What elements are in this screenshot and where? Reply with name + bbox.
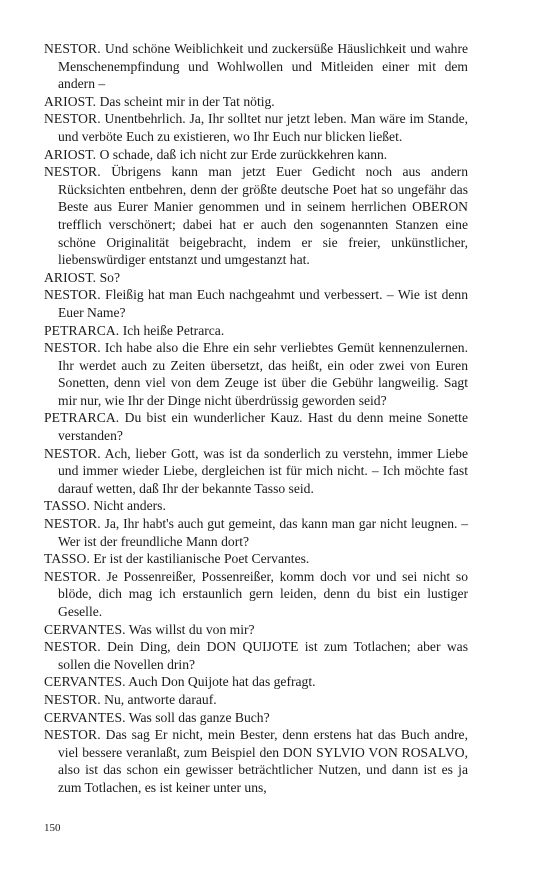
line-text: Übrigens kann man jetzt Euer Gedicht noch aus andern Rücksichten entbehren, denn der größte deutsche Poet hat so ungefähr das Beste aus Eurer Manier genommen und in seinem herrlichen OBERON trefflich verschönert; dabei hat er auch den sogenannten Stanzen eine schöne Originalität beigebracht, indem er sie freier, unkünstlicher, liebenswürdiger entstanzt und umgestanzt hat. <box>58 164 468 268</box>
dialogue-text <box>44 40 468 797</box>
line-text: Das scheint mir in der Tat nötig. <box>99 93 275 109</box>
speaker-name: NESTOR. <box>44 568 101 584</box>
line-text: Er ist der kastilianische Poet Cervantes. <box>93 551 310 567</box>
line-text: Je Possenreißer, Possenreißer, komm doch vor und sei nicht so blöde, dich mag ich erstaunlich gern leiden, denn du bist ein lustiger Geselle. <box>58 568 468 619</box>
speaker-name: NESTOR. <box>44 639 101 655</box>
line-text: Was willst du von mir? <box>128 621 255 637</box>
dialogue-line <box>44 322 468 340</box>
line-text: Ich heiße Petrarca. <box>122 322 225 338</box>
dialogue-line <box>44 269 468 287</box>
line-text: Auch Don Quijote hat das gefragt. <box>128 674 316 690</box>
line-text: Was soll das ganze Buch? <box>128 709 270 725</box>
dialogue-line <box>44 691 468 709</box>
line-text: Ich habe also die Ehre ein sehr verliebtes Gemüt kennenzulernen. Ihr werdet auch zu Zeiten übersetzt, das heißt, ein oder zwei von Euren Sonetten, denn viel von dem Zeuge ist über die Gebühr langweilig. Sagt mir nur, wie Ihr der Dinge nicht überdrüssig geworden seid? <box>58 340 468 408</box>
line-text: Nicht anders. <box>93 498 166 514</box>
speaker-name: NESTOR. <box>44 516 101 532</box>
dialogue-line <box>44 621 468 639</box>
line-text: Ja, Ihr habt's auch gut gemeint, das kann man gar nicht leugnen. – Wer ist der freundliche Mann dort? <box>58 516 468 549</box>
speaker-name: PETRARCA. <box>44 322 120 338</box>
speaker-name: NESTOR. <box>44 111 101 127</box>
speaker-name: PETRARCA. <box>44 410 120 426</box>
dialogue-line <box>44 709 468 727</box>
dialogue-line <box>44 93 468 111</box>
dialogue-line <box>44 110 468 145</box>
dialogue-line <box>44 163 468 269</box>
line-text: Unentbehrlich. Ja, Ihr solltet nur jetzt leben. Man wäre im Stande, und verböte Euch zu existieren, wo Ihr Euch nur blicken ließet. <box>58 111 468 144</box>
speaker-name: NESTOR. <box>44 340 101 356</box>
speaker-name: CERVANTES. <box>44 709 126 725</box>
speaker-name: CERVANTES. <box>44 621 126 637</box>
dialogue-line <box>44 40 468 93</box>
speaker-name: CERVANTES. <box>44 674 126 690</box>
line-text: Dein Ding, dein DON QUIJOTE ist zum Totlachen; aber was sollen die Novellen drin? <box>58 639 468 672</box>
line-text: Du bist ein wunderlicher Kauz. Hast du denn meine Sonette verstanden? <box>58 410 468 444</box>
dialogue-line <box>44 409 468 444</box>
speaker-name: ARIOST. <box>44 269 97 285</box>
speaker-name: ARIOST. <box>44 146 97 162</box>
dialogue-line <box>44 568 468 621</box>
speaker-name: TASSO. <box>44 498 90 514</box>
dialogue-line <box>44 515 468 550</box>
dialogue-line <box>44 638 468 673</box>
speaker-name: TASSO. <box>44 551 90 567</box>
dialogue-line <box>44 339 468 409</box>
dialogue-line <box>44 497 468 515</box>
line-text: O schade, daß ich nicht zur Erde zurückkehren kann. <box>99 146 388 162</box>
page-number: 150 <box>44 822 61 834</box>
speaker-name: ARIOST. <box>44 93 97 109</box>
line-text: Und schöne Weiblichkeit und zuckersüße Häuslichkeit und wahre Menschenempfindung und Wohlwollen und Mitleiden einer mit dem andern – <box>58 41 469 92</box>
speaker-name: NESTOR. <box>44 287 101 303</box>
speaker-name: NESTOR. <box>44 41 101 56</box>
dialogue-line <box>44 673 468 691</box>
line-text: Nu, antworte darauf. <box>104 691 217 707</box>
line-text: Fleißig hat man Euch nachgeahmt und verbessert. – Wie ist denn Euer Name? <box>58 287 468 320</box>
dialogue-line <box>44 726 468 796</box>
dialogue-line <box>44 146 468 164</box>
speaker-name: NESTOR. <box>44 691 101 707</box>
dialogue-line <box>44 286 468 321</box>
line-text: So? <box>99 269 120 285</box>
line-text: Das sag Er nicht, mein Bester, denn erstens hat das Buch andre, viel bessere veranlaßt, zum Beispiel den DON SYLVIO VON ROSALVO, also ist das schon ein gewisser beträchtlicher Nutzen, und dann ist es ja zum Totlachen, es ist keiner unter uns, <box>58 727 468 795</box>
speaker-name: NESTOR. <box>44 164 101 180</box>
speaker-name: NESTOR. <box>44 727 101 743</box>
line-text: Ach, lieber Gott, was ist da sonderlich zu verstehn, immer Liebe und immer wieder Liebe, dergleichen ist für mich nicht. – Ich möchte fast darauf wetten, daß Ihr der bekannte Tasso seid. <box>58 445 468 496</box>
dialogue-line <box>44 550 468 568</box>
dialogue-line <box>44 445 468 498</box>
speaker-name: NESTOR. <box>44 445 101 461</box>
